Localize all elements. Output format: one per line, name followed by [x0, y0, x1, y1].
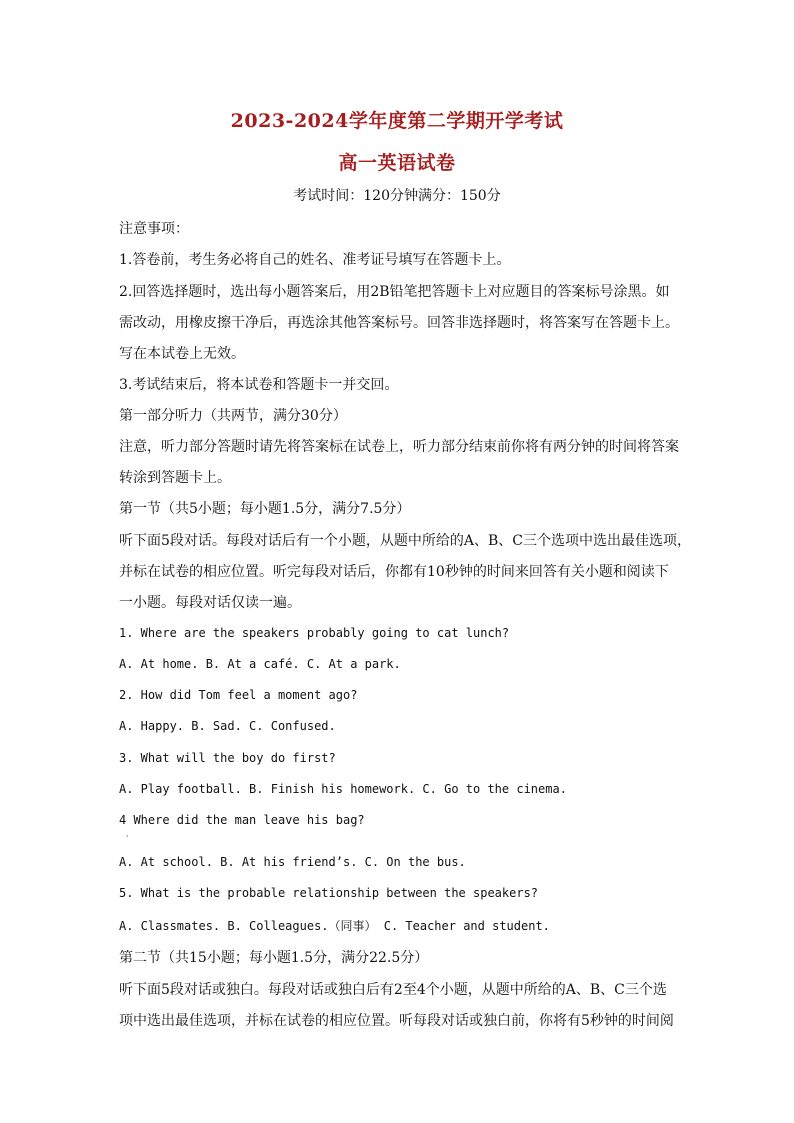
notes-item-3: 3.考试结束后，将本试卷和答题卡一并交回。: [119, 377, 399, 393]
section2-instruction-line-1: 听下面5段对话或独白。每段对话或独白后有2至4个小题，从题中所给的A、B、C三个选: [119, 982, 667, 998]
section2-heading: 第二节（共15小题；每小题1.5分，满分22.5分）: [119, 950, 429, 966]
exam-info: 考试时间：120分钟满分：150分: [293, 188, 501, 204]
notes-item-2-line-3: 写在本试卷上无效。: [119, 346, 245, 362]
question-2: 2. How did Tom feel a moment ago?: [119, 688, 358, 702]
question-5: 5. What is the probable relationship between the speakers?: [119, 886, 539, 900]
notes-item-1: 1.答卷前，考生务必将自己的姓名、准考证号填写在答题卡上。: [119, 252, 511, 268]
section1-heading: 第一节（共5小题；每小题1.5分，满分7.5分）: [119, 501, 411, 517]
part1-note-line-1: 注意，听力部分答题时请先将答案标在试卷上，听力部分结束前你将有两分钟的时间将答案: [119, 439, 679, 455]
part1-note-line-2: 转涂到答题卡上。: [119, 470, 231, 486]
question-4: 4 Where did the man leave his bag?: [119, 813, 365, 827]
notes-item-2-line-1: 2.回答选择题时，选出每小题答案后，用2B铅笔把答题卡上对应题目的答案标号涂黑。如: [119, 284, 670, 300]
question-3: 3. What will the boy do first?: [119, 751, 336, 765]
question-1-options: A. At home. B. At a café. C. At a park.: [119, 657, 401, 671]
part1-heading: 第一部分听力（共两节，满分30分）: [119, 408, 347, 424]
exam-title: 2023-2024学年度第二学期开学考试: [230, 110, 564, 132]
stray-mark: ': [126, 834, 129, 843]
notes-item-2-line-2: 需改动，用橡皮擦干净后，再选涂其他答案标号。回答非选择题时，将答案写在答题卡上。: [119, 315, 679, 331]
notes-heading: 注意事项：: [119, 221, 189, 237]
section1-instruction-line-3: 一小题。每段对话仅读一遍。: [119, 595, 301, 611]
question-4-options: A. At school. B. At his friend’s. C. On the bus.: [119, 855, 466, 869]
section2-instruction-line-2: 项中选出最佳选项，并标在试卷的相应位置。听每段对话或独白前，你将有5秒钟的时间阅: [119, 1013, 674, 1029]
section1-instruction-line-1: 听下面5段对话。每段对话后有一个小题，从题中所给的A、B、C三个选项中选出最佳选项，: [119, 533, 692, 549]
question-5-options: A. Classmates. B. Colleagues.（同事） C. Teacher and student.: [119, 919, 550, 933]
question-3-options: A. Play football. B. Finish his homework. C. Go to the cinema.: [119, 782, 567, 796]
question-2-options: A. Happy. B. Sad. C. Confused.: [119, 719, 336, 733]
section1-instruction-line-2: 并标在试卷的相应位置。听完每段对话后，你都有10秒钟的时间来回答有关小题和阅读下: [119, 564, 669, 580]
exam-subtitle: 高一英语试卷: [338, 152, 456, 174]
question-1: 1. Where are the speakers probably going to cat lunch?: [119, 626, 510, 640]
